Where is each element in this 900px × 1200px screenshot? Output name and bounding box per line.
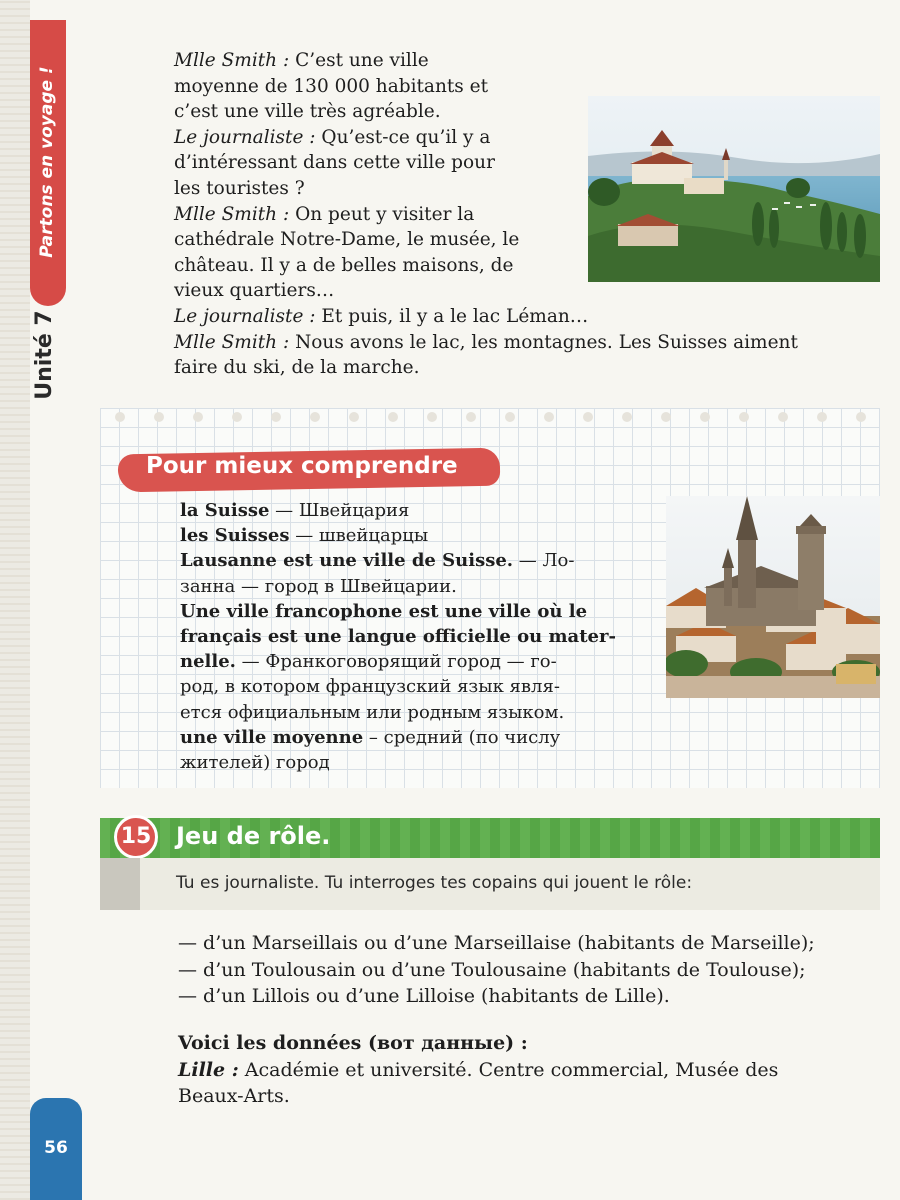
role-list <box>178 930 815 1010</box>
cathedral-photo <box>666 496 880 698</box>
vocab-line: Lausanne est une ville de Suisse. — Ло- <box>180 550 575 572</box>
margin-strip <box>0 0 30 1200</box>
city-data <box>178 1030 778 1110</box>
dialogue <box>174 48 884 381</box>
section-title: Partons en voyage ! <box>37 66 57 258</box>
dialogue-line: vieux quartiers… <box>174 280 335 302</box>
vocab-line: ется официальным или родным языком. <box>180 701 565 723</box>
dialogue-line: Mlle Smith : Nous avons le lac, les montagnes. Les Suisses aiment <box>174 331 798 353</box>
dialogue-line: Mlle Smith : C’est une ville <box>174 50 429 71</box>
dialogue-line: c’est une ville très agréable. <box>174 101 441 123</box>
role-item: — d’un Toulousain ou d’une Toulousaine (habitants de Toulouse); <box>178 958 806 981</box>
data-heading: Voici les données (вот данные) : <box>178 1032 528 1054</box>
vocab-line: жителей) город <box>180 752 330 774</box>
lille-data-line: Lille : Académie et université. Centre commercial, Musée des <box>178 1058 779 1081</box>
lille-data-line: Beaux-Arts. <box>178 1085 290 1107</box>
dialogue-line: moyenne de 130 000 habitants et <box>174 75 489 97</box>
unit-label: Unité 7 <box>32 310 57 400</box>
exercise-number: 15 <box>114 815 158 859</box>
vocab-line: français est une langue officielle ou mater- <box>180 626 616 648</box>
vocab-line: les Suisses — швейцарцы <box>180 525 429 547</box>
notebook-holes <box>100 408 880 424</box>
dialogue-line: Le journaliste : Et puis, il y a le lac Léman… <box>174 305 589 327</box>
role-item: — d’un Lillois ou d’une Lilloise (habitants de Lille). <box>178 985 670 1007</box>
dialogue-line: cathédrale Notre-Dame, le musée, le <box>174 229 520 251</box>
vocab-title: Pour mieux comprendre <box>146 453 458 479</box>
exercise-instruction: Tu es journaliste. Tu interroges tes copains qui jouent le rôle: <box>176 873 693 893</box>
vocab-line: la Suisse — Швейцария <box>180 500 410 521</box>
dialogue-line: Le journaliste : Qu’est-ce qu’il y a <box>174 126 491 148</box>
dialogue-line: Mlle Smith : On peut y visiter la <box>174 203 475 225</box>
dialogue-line: faire du ski, de la marche. <box>174 357 420 379</box>
exercise-instruction-tab <box>100 858 140 910</box>
vocab-line: Une ville francophone est une ville où le <box>180 600 588 622</box>
dialogue-line: château. Il y a de belles maisons, de <box>174 254 514 276</box>
dialogue-line: les touristes ? <box>174 177 305 199</box>
page-number: 56 <box>44 1138 68 1158</box>
vocab-line: une ville moyenne – средний (по числу <box>180 726 561 748</box>
exercise-title: Jeu de rôle. <box>176 822 331 850</box>
vocab-line: род, в котором французский язык явля- <box>180 676 560 698</box>
vocab-line: nelle. — Франкоговорящий город — го- <box>180 651 557 673</box>
vocab-list <box>180 498 642 775</box>
dialogue-line: d’intéressant dans cette ville pour <box>174 152 495 174</box>
vocab-line: занна — город в Швейцарии. <box>180 575 457 597</box>
role-item: — d’un Marseillais ou d’une Marseillaise (habitants de Marseille); <box>178 932 815 954</box>
